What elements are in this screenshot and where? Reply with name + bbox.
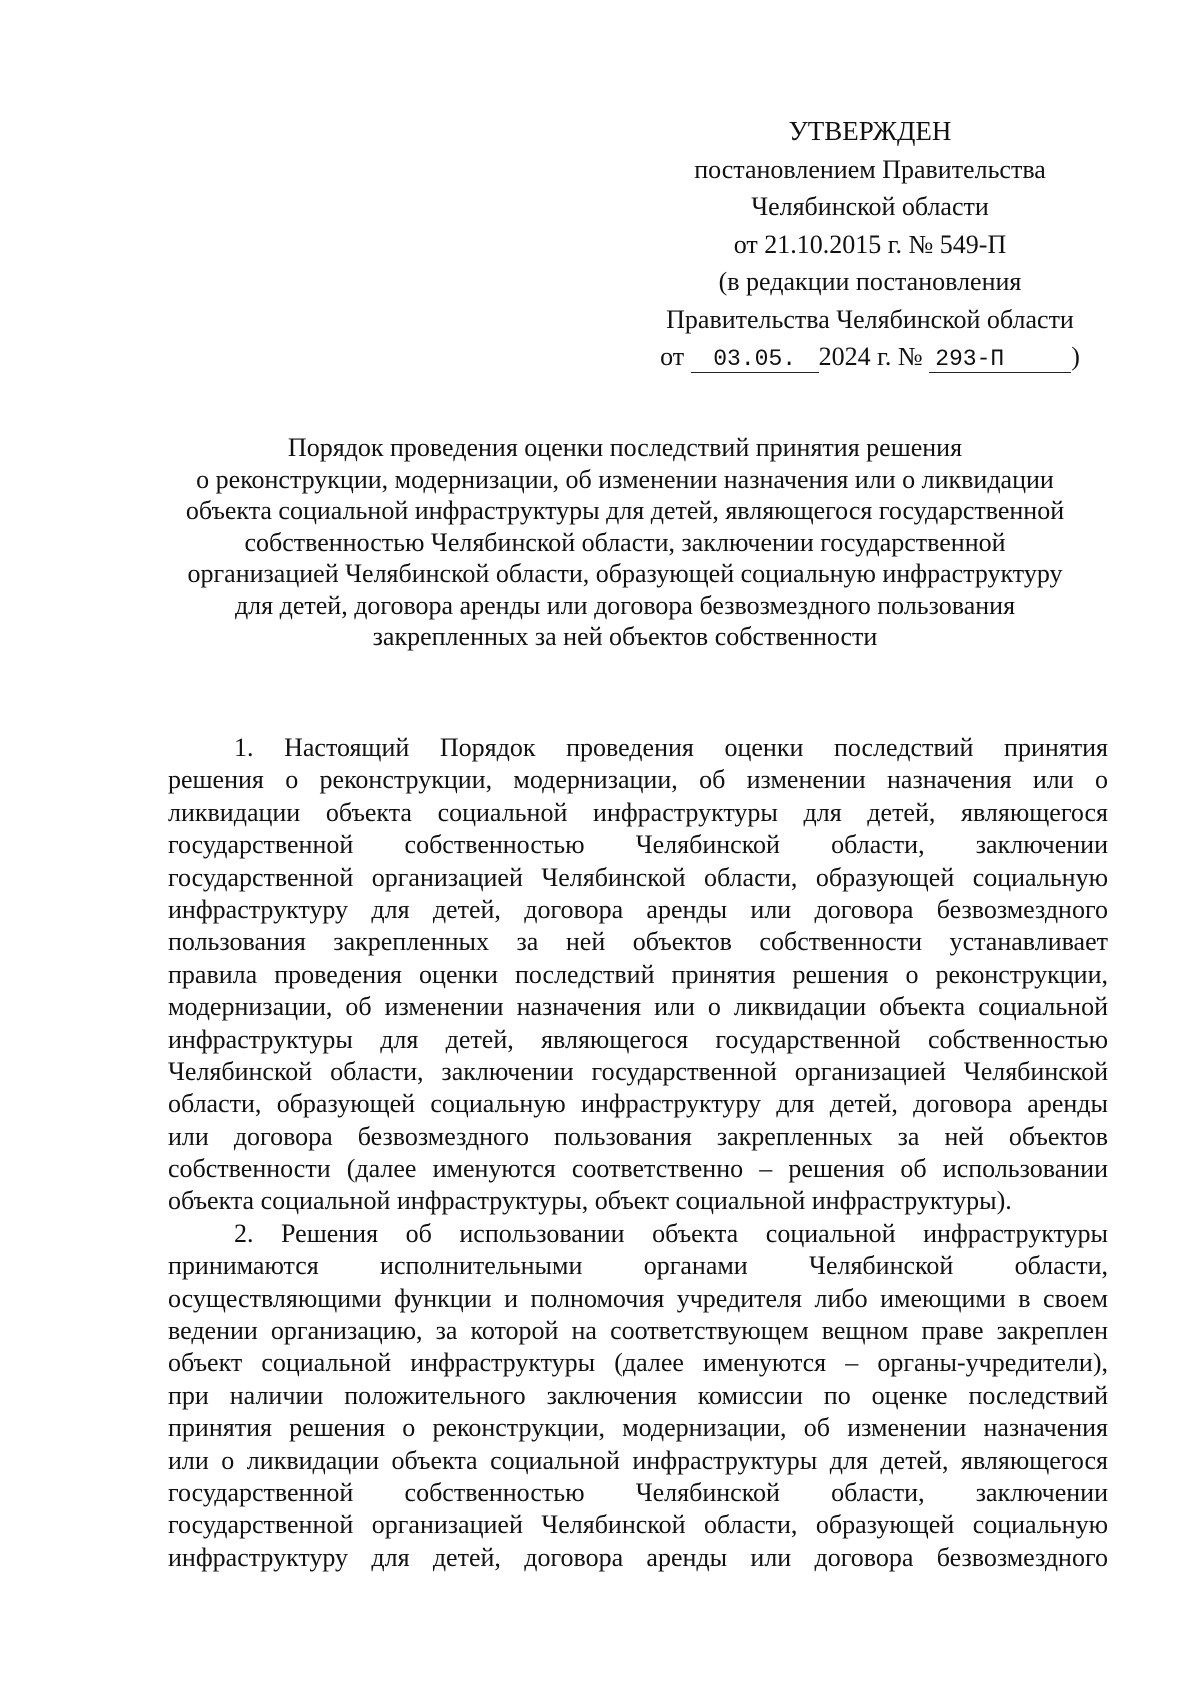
approval-line-5: Правительства Челябинской области: [666, 304, 1074, 334]
body-line: ведении организацию, за которой на соответствующем вещном праве закреплен: [168, 1316, 1108, 1346]
body-line: пользования закрепленных за ней объектов собственности устанавливает: [168, 927, 1108, 957]
title-line: объекта социальной инфраструктуры для детей, являющегося государственной: [185, 496, 1065, 525]
body-line: 1. Настоящий Порядок проведения оценки последствий принятия: [234, 733, 1108, 762]
body-line: или договора безвозмездного пользования закрепленных за ней объектов: [168, 1121, 1108, 1151]
body-line: государственной собственностью Челябинской области, заключении: [168, 1477, 1108, 1507]
approval-line-2: Челябинской области: [751, 192, 989, 221]
date-fill: 03.05.: [691, 346, 819, 373]
body-line: инфраструктуры для детей, являющегося государственной собственностью: [168, 1024, 1108, 1054]
body-line: инфраструктуру для детей, договора аренды или договора безвозмездного: [168, 894, 1108, 924]
title-line: Порядок проведения оценки последствий принятия решения: [287, 433, 963, 462]
title-line: собственностью Челябинской области, заключении государственной: [244, 527, 1006, 557]
close-paren: ): [1071, 342, 1080, 371]
body-line: принятия решения о реконструкции, модернизации, об изменении назначения: [168, 1413, 1108, 1443]
approved-heading: УТВЕРЖДЕН: [788, 116, 952, 146]
body-line: правила проведения оценки последствий принятия решения о реконструкции,: [168, 959, 1108, 989]
approval-line-3: от 21.10.2015 г. № 549-П: [733, 229, 1007, 259]
body-line: области, образующей социальную инфраструктуру для детей, договора аренды: [168, 1089, 1108, 1119]
body-line: осуществляющими функции и полномочия учредителя либо имеющими в своем: [168, 1283, 1108, 1313]
body-line: инфраструктуру для детей, договора аренды или договора безвозмездного: [168, 1542, 1108, 1572]
approval-line-1: постановлением Правительства: [694, 154, 1046, 184]
title-line: для детей, договора аренды или договора безвозмездного пользования: [234, 590, 1016, 620]
body-line: объекта социальной инфраструктуры, объект социальной инфраструктуры).: [168, 1186, 1012, 1216]
title-line: о реконструкции, модернизации, об изменении назначения или о ликвидации: [196, 464, 1054, 494]
body-line: государственной организацией Челябинской области, образующей социальную: [168, 862, 1108, 892]
year-text: 2024 г. №: [818, 342, 923, 371]
body-line: при наличии положительного заключения комиссии по оценке последствий: [168, 1380, 1108, 1410]
body-line: государственной организацией Челябинской области, образующей социальную: [168, 1510, 1108, 1540]
document-title: [150, 432, 1100, 653]
title-line: закрепленных за ней объектов собственности: [372, 622, 878, 651]
body-line: принимаются исполнительными органами Челябинской области,: [168, 1251, 1108, 1281]
from-prefix: от: [660, 342, 685, 371]
body-line: объект социальной инфраструктуры (далее именуются – органы-учредители),: [168, 1348, 1108, 1378]
body-line: решения о реконструкции, модернизации, об изменении назначения или о: [168, 765, 1108, 795]
number-fill: 293-П: [929, 346, 1071, 373]
body-line: или о ликвидации объекта социальной инфраструктуры для детей, являющегося: [168, 1445, 1108, 1475]
approval-line-6: [640, 338, 1100, 376]
body-line: Челябинской области, заключении государственной организацией Челябинской: [168, 1056, 1108, 1086]
body-line: государственной собственностью Челябинской области, заключении: [168, 830, 1108, 860]
body-line: ликвидации объекта социальной инфраструктуры для детей, являющегося: [168, 797, 1108, 827]
document-body: [168, 732, 1108, 1574]
body-line: собственности (далее именуются соответственно – решения об использовании: [168, 1154, 1108, 1184]
approval-line-4: (в редакции постановления: [718, 267, 1022, 296]
approval-block: [640, 113, 1100, 376]
title-line: организацией Челябинской области, образующей социальную инфраструктуру: [187, 559, 1063, 588]
body-line: модернизации, об изменении назначения или о ликвидации объекта социальной: [168, 992, 1108, 1022]
body-line: 2. Решения об использовании объекта социальной инфраструктуры: [234, 1218, 1108, 1248]
